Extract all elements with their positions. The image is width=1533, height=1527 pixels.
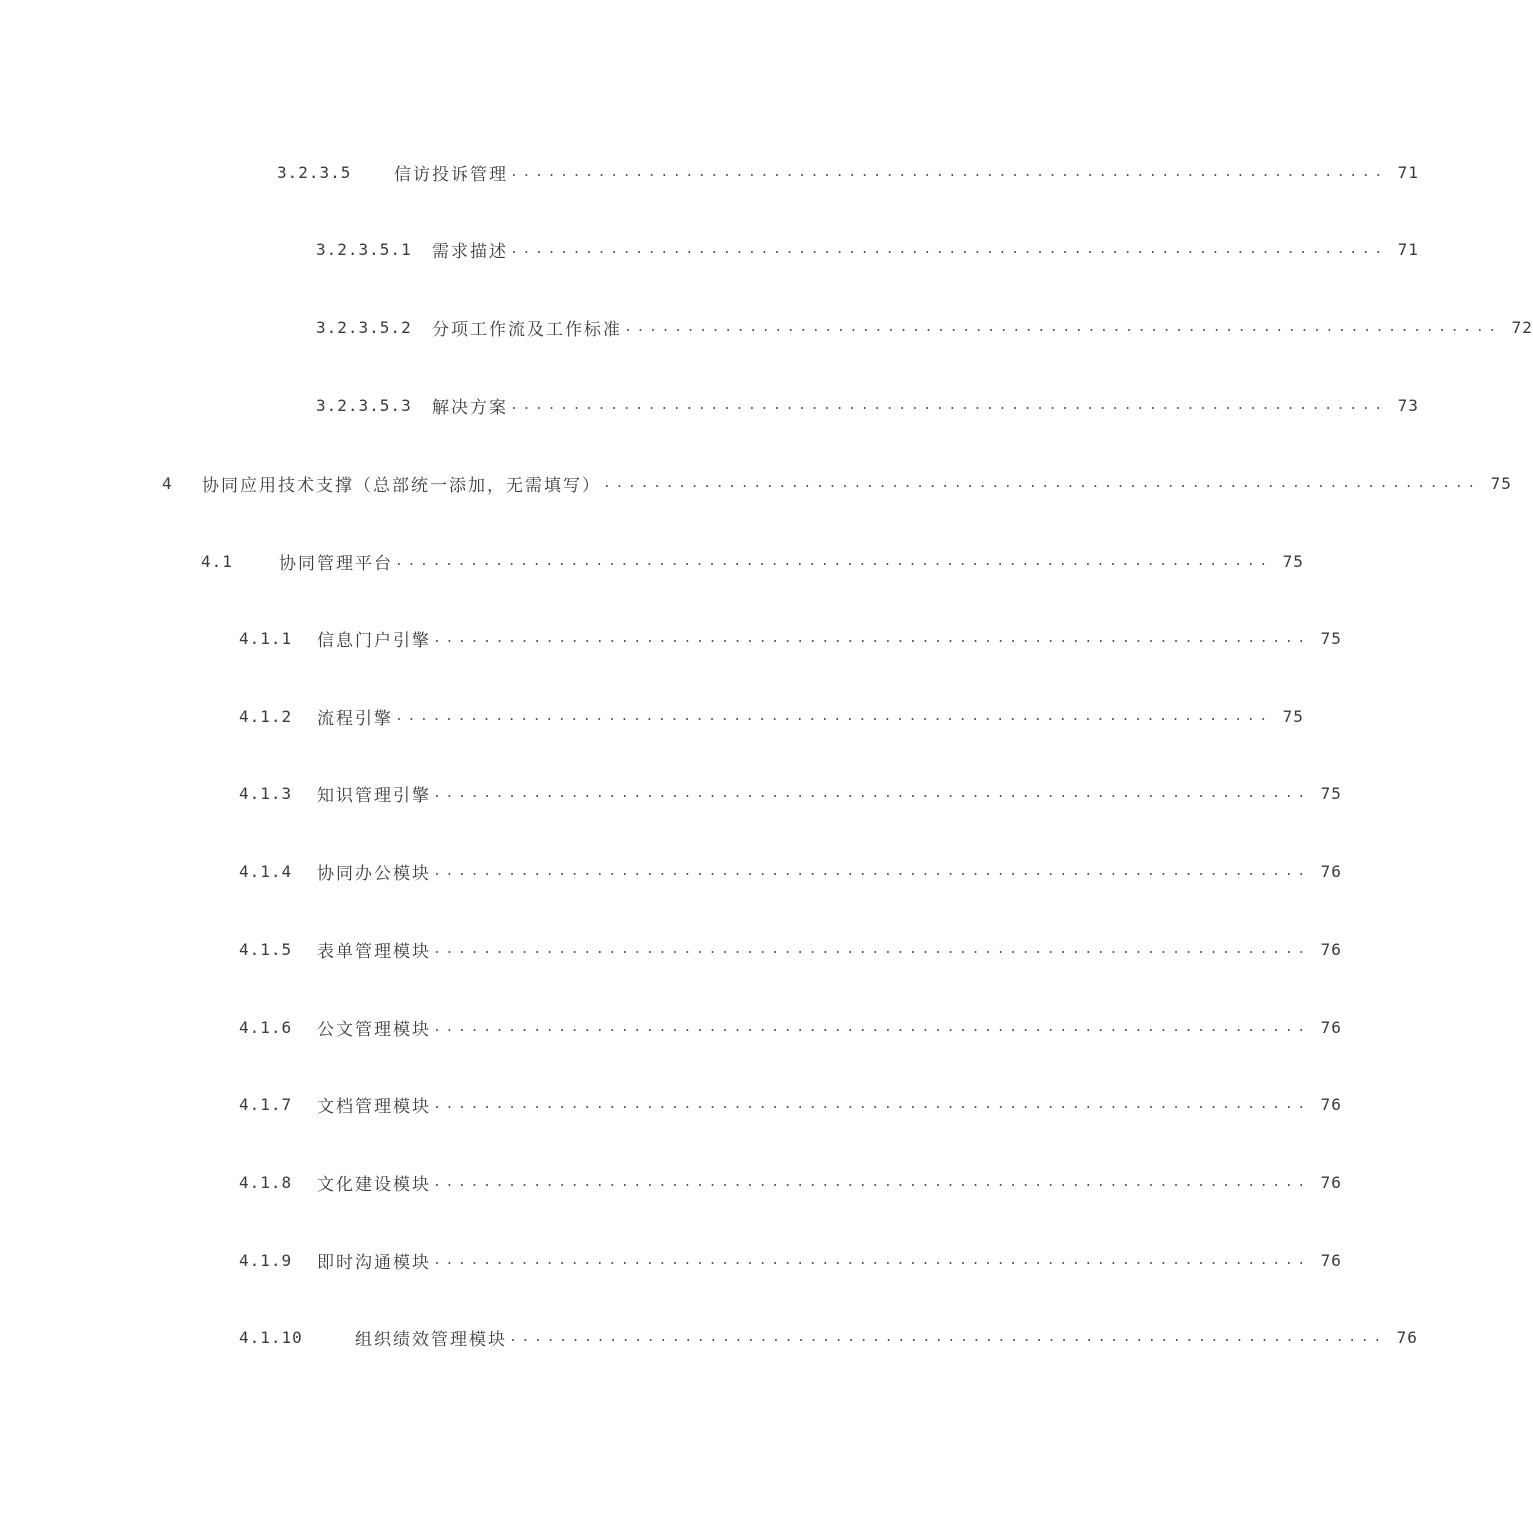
toc-entry-title: 协同应用技术支撑（总部统一添加，无需填写）	[202, 475, 601, 496]
toc-entry[interactable]	[239, 778, 1342, 808]
toc-entry-number: 3.2.3.5.3	[316, 395, 412, 415]
toc-entry-page: 76	[1320, 1172, 1342, 1192]
toc-entry-title: 协同办公模块	[317, 863, 431, 884]
toc-entry-title: 表单管理模块	[317, 941, 431, 962]
toc-entry-page: 72	[1511, 317, 1533, 337]
toc-dot-leader: ......................................................................	[624, 319, 1501, 335]
toc-entry-page: 71	[1397, 239, 1419, 259]
toc-entry[interactable]	[316, 312, 1533, 342]
toc-entry[interactable]	[316, 234, 1419, 264]
toc-entry-title: 知识管理引擎	[317, 785, 431, 806]
toc-entry-page: 76	[1320, 1250, 1342, 1270]
toc-entry-number: 3.2.3.5.1	[316, 239, 412, 259]
toc-entry[interactable]	[239, 1012, 1342, 1042]
toc-entry-page: 75	[1490, 473, 1512, 493]
toc-entry-number: 4.1.3	[239, 783, 293, 803]
toc-entry-title: 公文管理模块	[317, 1019, 431, 1040]
toc-entry[interactable]	[239, 701, 1304, 731]
toc-entry-number: 4.1.6	[239, 1017, 293, 1037]
toc-entry-page: 76	[1320, 861, 1342, 881]
toc-entry-title: 文档管理模块	[317, 1096, 431, 1117]
toc-entry[interactable]	[162, 468, 1512, 498]
toc-entry[interactable]	[316, 390, 1419, 420]
toc-dot-leader: ......................................................................	[433, 863, 1310, 879]
toc-entry[interactable]	[277, 157, 1419, 187]
toc-entry-number: 4.1.8	[239, 1172, 293, 1192]
toc-entry-page: 73	[1397, 395, 1419, 415]
toc-entry-title: 解决方案	[432, 397, 508, 418]
toc-entry[interactable]	[239, 1322, 1418, 1352]
toc-entry-number: 4.1.5	[239, 939, 293, 959]
toc-entry-number: 4.1.9	[239, 1250, 293, 1270]
toc-dot-leader: ......................................................................	[510, 241, 1387, 257]
toc-entry-number: 4.1.7	[239, 1094, 293, 1114]
toc-entry-page: 75	[1320, 628, 1342, 648]
toc-entry-number: 4.1.2	[239, 706, 293, 726]
toc-entry-page: 75	[1282, 706, 1304, 726]
toc-entry[interactable]	[201, 546, 1304, 576]
toc-dot-leader: ......................................................................	[395, 708, 1272, 724]
toc-entry-title: 信访投诉管理	[394, 164, 508, 185]
toc-entry-number: 3.2.3.5	[277, 162, 352, 182]
toc-entry-page: 76	[1396, 1327, 1418, 1347]
toc-entry[interactable]	[239, 1245, 1342, 1275]
toc-entry-number: 3.2.3.5.2	[316, 317, 412, 337]
toc-entry[interactable]	[239, 623, 1342, 653]
toc-entry-page: 71	[1397, 162, 1419, 182]
toc-entry-page: 76	[1320, 1094, 1342, 1114]
toc-dot-leader: ......................................................................	[509, 1329, 1386, 1345]
toc-dot-leader: ......................................................................	[433, 941, 1310, 957]
toc-entry[interactable]	[239, 1089, 1342, 1119]
toc-entry-title: 信息门户引擎	[317, 630, 431, 651]
toc-entry-number: 4.1.4	[239, 861, 293, 881]
toc-entry-title: 组织绩效管理模块	[355, 1329, 507, 1350]
toc-entry-number: 4.1.10	[239, 1327, 303, 1347]
toc-dot-leader: ......................................................................	[433, 1096, 1310, 1112]
toc-entry-title: 需求描述	[432, 241, 508, 262]
toc-entry[interactable]	[239, 934, 1342, 964]
toc-entry-title: 分项工作流及工作标准	[432, 319, 622, 340]
toc-entry-number: 4.1	[201, 551, 233, 571]
toc-dot-leader: ......................................................................	[433, 1019, 1310, 1035]
toc-dot-leader: ......................................................................	[433, 630, 1310, 646]
toc-entry-page: 75	[1320, 783, 1342, 803]
toc-entry-page: 76	[1320, 939, 1342, 959]
toc-entry-title: 协同管理平台	[279, 553, 393, 574]
toc-entry[interactable]	[239, 856, 1342, 886]
toc-entry-page: 75	[1282, 551, 1304, 571]
toc-entry-title: 文化建设模块	[317, 1174, 431, 1195]
toc-dot-leader: ......................................................................	[510, 164, 1387, 180]
toc-entry[interactable]	[239, 1167, 1342, 1197]
toc-dot-leader: ......................................................................	[603, 475, 1480, 491]
toc-dot-leader: ......................................................................	[433, 1174, 1310, 1190]
toc-entry-number: 4.1.1	[239, 628, 293, 648]
toc-dot-leader: ......................................................................	[433, 785, 1310, 801]
toc-dot-leader: ......................................................................	[395, 553, 1272, 569]
toc-entry-page: 76	[1320, 1017, 1342, 1037]
toc-entry-number: 4	[162, 473, 173, 493]
toc-dot-leader: ......................................................................	[510, 397, 1387, 413]
toc-entry-title: 即时沟通模块	[317, 1252, 431, 1273]
toc-dot-leader: ......................................................................	[433, 1252, 1310, 1268]
toc-entry-title: 流程引擎	[317, 708, 393, 729]
